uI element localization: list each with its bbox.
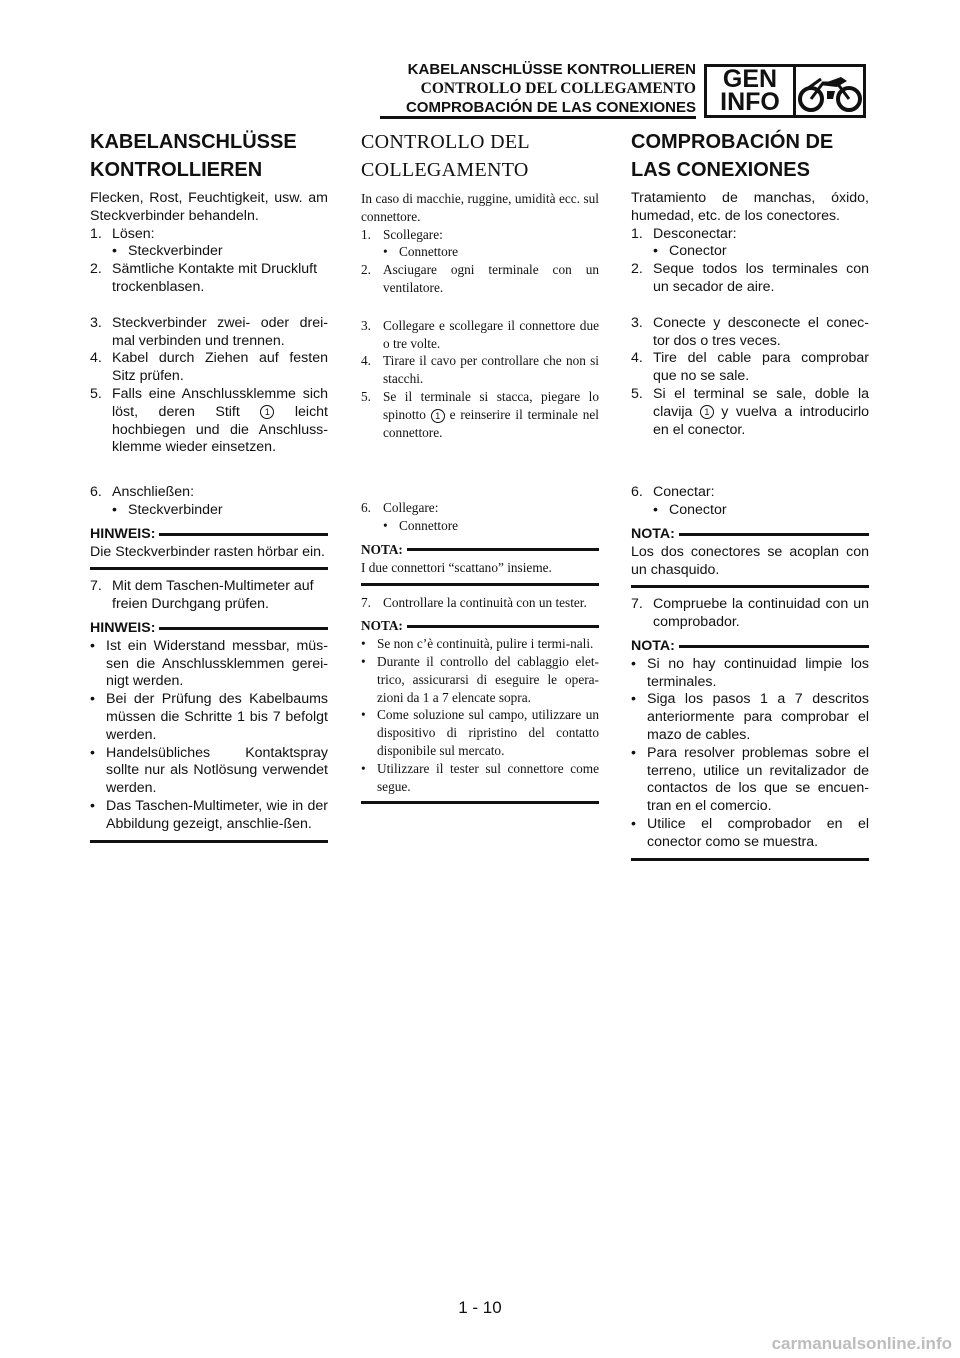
step-2-es: 2. Seque todos los terminales con un secador de aire. <box>631 261 869 295</box>
header-rule <box>380 116 696 119</box>
note-2-header-es: NOTA: <box>631 638 869 656</box>
note-2-header-it: NOTA: <box>361 617 599 635</box>
step-4-de: 4. Kabel durch Ziehen auf festen Sitz prüfen. <box>90 350 328 385</box>
header-title-de: KABELANSCHLÜSSE KONTROLLIEREN <box>407 61 696 78</box>
step-3-it: 3. Collegare e scollegare il connettore due o tre volte. <box>361 317 599 351</box>
step-7-it: 7. Controllare la continuità con un tester. <box>361 594 587 610</box>
step-4-es: 4. Tire del cable para comprobar que no se sale. <box>631 350 869 385</box>
step-7-es: 7. Compruebe la continuidad con un comprobador. <box>631 596 869 631</box>
note-1-text-es: Los dos conectores se acoplan con un chasquido. <box>631 543 869 578</box>
note-2-header-de: HINWEIS: <box>90 620 328 638</box>
note-1-rule-de <box>90 567 328 570</box>
step-1-bullet-it: • Connettore <box>383 244 459 260</box>
badge-line-1: GEN <box>722 65 778 93</box>
header-title-es: COMPROBACIÓN DE LAS CONEXIONES <box>405 99 696 116</box>
note-2-item-it: • Se non c’è continuità, pulire i termi-nali. <box>361 636 594 652</box>
note-2-item-es: • Siga los pasos 1 a 7 descritos anteriormente para comprobar el mazo de cables. <box>631 691 869 743</box>
note-2-item-it: • Come soluzione sul campo, utilizzare un dispositivo di ripristino del contatto disponibile sul mercato. <box>361 707 599 758</box>
note-2-rule-it <box>361 801 599 804</box>
note-1-header-de: HINWEIS: <box>90 526 328 544</box>
note-2-item-de: • Das Taschen-Multimeter, wie in der Abbildung gezeigt, anschlie-ßen. <box>90 797 328 832</box>
step-5-it: 5. Se il terminale si stacca, piegare lo spinotto 1 e reinserire il terminale nel connettore. <box>361 388 599 440</box>
step-6-it: 6. Collegare: <box>361 500 439 516</box>
page-number: 1 - 10 <box>458 1298 502 1317</box>
note-1-header-es: NOTA: <box>631 526 869 544</box>
note-1-header-it: NOTA: <box>361 541 599 559</box>
note-2-item-it: • Durante il controllo del cablaggio elet-trico, assicurarsi di eseguire le opera-zioni da 1 a 7 elencate sopra. <box>361 653 599 705</box>
ref-mark-1: 1 <box>431 409 445 423</box>
ref-mark-1: 1 <box>700 405 714 419</box>
watermark: carmanualsonline.info <box>771 1334 952 1353</box>
step-5-es: 5. Si el terminal se sale, doble la clavija 1 y vuelva a introducirlo en el conector. <box>631 385 870 438</box>
heading-de: KABELANSCHLÜSSE KONTROLLIEREN <box>90 131 297 181</box>
intro-it: In caso di macchie, ruggine, umidità ecc. sul connettore. <box>361 191 599 224</box>
section-badge <box>704 64 866 118</box>
step-1-es: 1. Desconectar: <box>631 225 737 242</box>
step-6-bullet-it: • Connettore <box>383 518 459 534</box>
badge-text <box>707 67 796 115</box>
step-3-de: 3. Steckverbinder zwei- oder drei-mal verbinden und trennen. <box>90 314 328 349</box>
step-1-de: 1. Lösen: <box>90 225 155 242</box>
column-spanish <box>631 128 869 869</box>
step-6-de: 6. Anschließen: <box>90 484 195 501</box>
note-2-rule-de <box>90 840 328 843</box>
step-5-de: 5. Falls eine Anschlussklemme sich löst, deren Stift 1 leicht hochbiegen und die Anschluss-klemme wieder einsetzen. <box>90 385 328 456</box>
column-italian <box>361 128 599 812</box>
intro-de: Flecken, Rost, Feuchtigkeit, usw. am Steckverbinder behandeln. <box>90 190 328 224</box>
step-2-it: 2. Asciugare ogni terminale con un ventilatore. <box>361 262 599 295</box>
note-2-item-es: • Utilice el comprobador en el conector como se muestra. <box>631 815 869 850</box>
step-6-es: 6. Conectar: <box>631 484 715 501</box>
note-2-item-es: • Si no hay continuidad limpie los terminales. <box>631 655 869 690</box>
note-1-text-de: Die Steckverbinder rasten hörbar ein. <box>90 543 326 560</box>
header-title-it: CONTROLLO DEL COLLEGAMENTO <box>420 80 696 97</box>
note-2-item-de: • Handelsübliches Kontaktspray sollte nur als Notlösung verwendet werden. <box>90 744 328 797</box>
ref-mark-1: 1 <box>260 405 274 419</box>
step-4-it: 4. Tirare il cavo per controllare che non si stacchi. <box>361 353 599 387</box>
step-6-bullet-es: • Conector <box>653 502 727 519</box>
note-2-item-es: • Para resolver problemas sobre el terreno, utilice un revitalizador de contactos de los que se encuen-tran en el comercio. <box>631 744 869 815</box>
column-german <box>90 128 328 851</box>
motorcycle-icon <box>796 67 863 115</box>
note-2-rule-es <box>631 858 869 861</box>
heading-it: CONTROLLO DEL COLLEGAMENTO <box>361 131 530 181</box>
badge-line-2: INFO <box>720 88 780 116</box>
step-7-de: 7. Mit dem Taschen-Multimeter auf freien Durchgang prüfen. <box>90 578 314 613</box>
step-1-bullet-es: • Conector <box>653 243 727 260</box>
heading-es: COMPROBACIÓN DE LAS CONEXIONES <box>631 131 834 181</box>
note-2-item-it: • Utilizzare il tester sul connettore come segue. <box>361 760 599 794</box>
step-1-it: 1. Scollegare: <box>361 226 443 242</box>
step-3-es: 3. Conecte y desconecte el conec-tor dos o tres veces. <box>631 314 869 349</box>
note-2-item-de: • Bei der Prüfung des Kabelbaums müssen die Schritte 1 bis 7 befolgt werden. <box>90 691 328 743</box>
note-1-rule-it <box>361 583 599 586</box>
step-2-de: 2. Sämtliche Kontakte mit Druckluft trockenblasen. <box>90 261 318 295</box>
note-2-item-de: • Ist ein Widerstand messbar, müs-sen die Anschlussklemmen gerei-nigt werden. <box>90 637 328 690</box>
step-6-bullet-de: • Steckverbinder <box>112 501 223 518</box>
note-1-text-it: I due connettori “scattano” insieme. <box>361 559 552 575</box>
note-1-rule-es <box>631 585 869 588</box>
header-titles <box>380 60 696 117</box>
step-1-bullet-de: • Steckverbinder <box>112 243 223 260</box>
intro-es: Tratamiento de manchas, óxido, humedad, etc. de los conectores. <box>631 190 869 224</box>
